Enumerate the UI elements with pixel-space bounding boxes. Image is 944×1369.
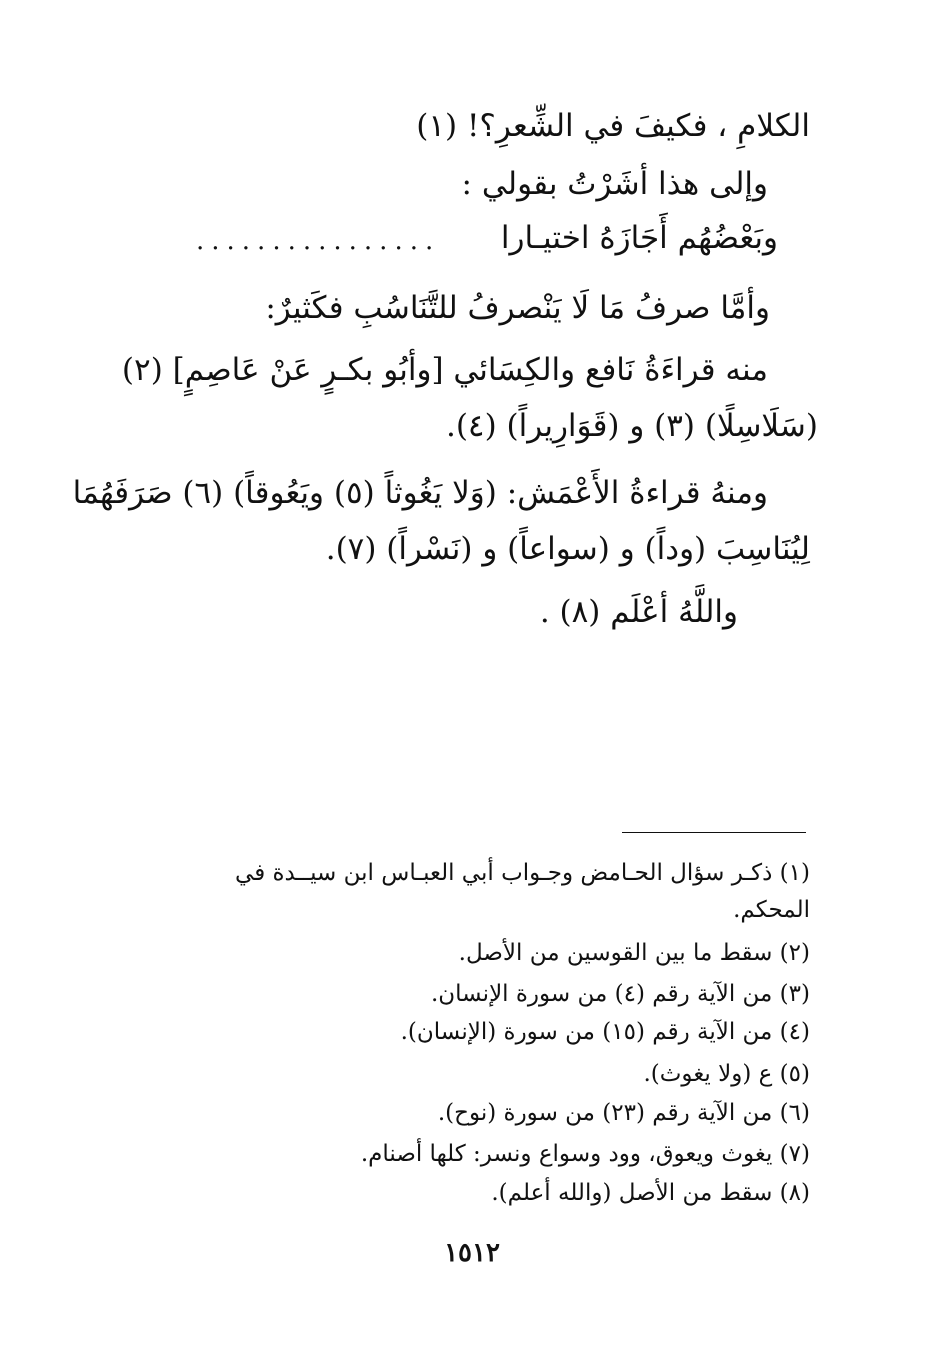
footnote-5: (٥) ع (ولا يغوث).: [643, 1061, 810, 1087]
poem-ellipsis: ................: [196, 226, 441, 256]
footnote-6: (٦) من الآية رقم (٢٣) من سورة (نوح).: [437, 1100, 810, 1126]
footnote-3: (٣) من الآية رقم (٤) من سورة الإنسان.: [430, 981, 810, 1007]
body-line-6: (سَلَاسِلًا) (٣) و (قَوَارِيراً) (٤).: [445, 408, 818, 444]
footnote-separator: [622, 832, 806, 833]
footnote-1: (١) ذكـر سؤال الحـامض وجـواب أبي العبـاس ابن سيــدة في: [235, 860, 810, 886]
body-line-5: منه قراءَةُ نَافع والكِسَائي [وأبُو بكـرٍ عَنْ عَاصِمٍ] (٢): [121, 352, 768, 388]
footnote-8: (٨) سقط من الأصل (والله أعلم).: [491, 1180, 810, 1206]
body-line-7: ومنهُ قراءةُ الأَعْمَش: (وَلا يَغُوثاً (٥) ويَعُوقاً) (٦) صَرَفَهُمَا: [72, 475, 768, 511]
body-line-2: وإلى هذا أشَرْتُ بقولي :: [461, 166, 768, 202]
body-line-4: وأمَّا صرفُ مَا لَا يَنْصرفُ للتَّنَاسُبِ فكَثيرٌ:: [265, 290, 770, 326]
body-line-1: الكلامِ ، فكيفَ في الشِّعرِ؟! (١): [416, 108, 810, 144]
page-number: ١٥١٢: [444, 1238, 500, 1268]
footnote-4: (٤) من الآية رقم (١٥) من سورة (الإنسان).: [400, 1019, 810, 1045]
body-line-9: واللَّهُ أعْلَم (٨) .: [539, 594, 738, 630]
poem-verse: وبَعْضُهُم أَجَازَهُ اختيـارا: [500, 220, 778, 256]
footnote-7: (٧) يغوث ويعوق، وود وسواع ونسر: كلها أصنام.: [360, 1141, 810, 1167]
footnote-1-continued: المحكم.: [733, 897, 810, 923]
footnote-2: (٢) سقط ما بين القوسين من الأصل.: [458, 940, 810, 966]
body-line-8: لِيُنَاسِبَ (وداً) و (سواعاً) و (نَسْراً) (٧).: [325, 531, 810, 567]
